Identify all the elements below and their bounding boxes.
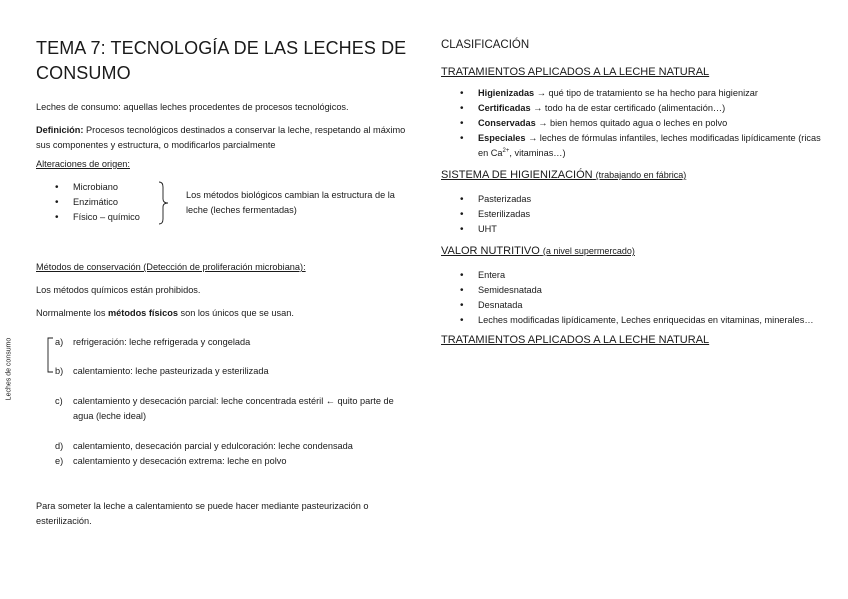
metodos-heading: Métodos de conservación (Detección de proliferación microbiana): xyxy=(36,262,306,272)
fisicos-post: son los únicos que se usan. xyxy=(177,308,294,318)
alteraciones-list xyxy=(36,180,140,225)
definition-paragraph xyxy=(36,123,408,153)
intro-text: Leches de consumo: aquellas leches procedentes de procesos tecnológicos. xyxy=(36,102,349,112)
metodo-item: a) refrigeración: leche refrigerada y congelada xyxy=(55,337,251,347)
clasificacion-heading: CLASIFICACIÓN xyxy=(441,39,530,51)
list-item: • Semidesnatada xyxy=(441,283,821,298)
metodo-item: e) calentamiento y desecación extrema: leche en polvo xyxy=(55,456,287,466)
list-item: • Enzimático xyxy=(36,195,140,210)
metodo-item: c) calentamiento y desecación parcial: leche concentrada estéril ← quito parte de agua (leche ideal) xyxy=(55,396,394,421)
list-item: • Higienizadas → qué tipo de tratamiento se ha hecho para higienizar xyxy=(441,86,821,101)
curly-brace-icon xyxy=(157,181,171,225)
fisicos-pre: Normalmente los xyxy=(36,308,108,318)
list-item: • Físico – químico xyxy=(36,210,140,225)
nutritivo-heading: VALOR NUTRITIVO (a nivel supermercado) xyxy=(441,245,635,257)
list-item: • Conservadas → bien hemos quitado agua o leches en polvo xyxy=(441,116,821,131)
metodos-list xyxy=(5,335,408,469)
side-label: Leches de consumo xyxy=(5,337,13,401)
list-item: • Especiales → leches de fórmulas infantiles, leches modificadas lipídicamente (ricas en $Ca^{2+}$, vitaminas…) xyxy=(441,131,821,161)
page-title: TEMA 7: TECNOLOGÍA DE LAS LECHES DE CONSUMO xyxy=(36,38,407,83)
left-column xyxy=(5,36,408,529)
nutritivo-list xyxy=(441,268,821,328)
definition-text: Procesos tecnológicos destinados a conservar la leche, respetando al máximo sus componentes y estructura, o modificarlos parcialmente xyxy=(36,125,406,150)
quimicos-text: Los métodos químicos están prohibidos. xyxy=(36,285,201,295)
higienizacion-list xyxy=(441,192,821,237)
fisicos-bold: métodos físicos xyxy=(108,308,178,318)
alteraciones-block xyxy=(36,180,408,230)
higienizacion-heading: SISTEMA DE HIGIENIZACIÓN (trabajando en fábrica) xyxy=(441,169,687,181)
alteraciones-note: Los métodos biológicos cambian la estructura de la leche (leches fermentadas) xyxy=(186,190,395,215)
definition-label: Definición: xyxy=(36,125,84,135)
list-item: • UHT xyxy=(441,222,821,237)
list-item: • Desnatada xyxy=(441,298,821,313)
tratamientos-heading-2: TRATAMIENTOS APLICADOS A LA LECHE NATURAL xyxy=(441,334,710,346)
tratamientos-list xyxy=(441,86,821,161)
list-item: • Esterilizadas xyxy=(441,207,821,222)
list-item: • Certificadas → todo ha de estar certificado (alimentación…) xyxy=(441,101,821,116)
metodo-item: b) calentamiento: leche pasteurizada y esterilizada xyxy=(55,366,269,376)
right-column xyxy=(441,36,821,348)
metodo-item: d) calentamiento, desecación parcial y edulcoración: leche condensada xyxy=(55,441,353,451)
list-item: • Entera xyxy=(441,268,821,283)
list-item: • Microbiano xyxy=(36,180,140,195)
alteraciones-heading: Alteraciones de origen: xyxy=(36,159,130,169)
list-item: • Leches modificadas lipídicamente, Leches enriquecidas en vitaminas, minerales… xyxy=(441,313,821,328)
fisicos-text xyxy=(36,306,408,321)
tratamientos-heading: TRATAMIENTOS APLICADOS A LA LECHE NATURAL xyxy=(441,66,710,78)
final-note: Para someter la leche a calentamiento se puede hacer mediante pasteurización o esterilización. xyxy=(36,501,369,526)
list-item: • Pasterizadas xyxy=(441,192,821,207)
